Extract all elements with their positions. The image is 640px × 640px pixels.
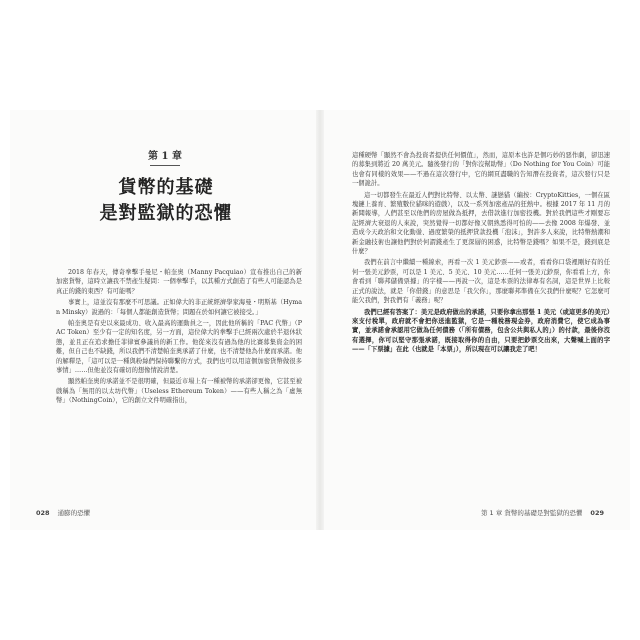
right-footer [481,508,610,517]
chapter-title [96,175,236,227]
right-page-number: 029 [590,509,604,517]
paragraph: 事實上，這並沒有那麼不可思議。正如偉大的非正統經濟學家海曼・明斯基（Hyman Minsky）說過的：「每個人都能創造貨幣；問題在於如何讓它被接受。」 [56,299,302,316]
left-footer [30,508,90,517]
left-page-number: 028 [36,509,50,517]
paragraph: 我們在前言中繼續一種線索，再看一次 1 美元鈔票——或者，看看你口袋裡剛好有的任何一張美元鈔票，可以是 1 美元、5 美元、10 美元……任何一張美元鈔票，你看看上方，你會看到「聯邦儲備票據」的字樣——再說一次，這是本票的法律專有名詞，這是世界上比較正式的說法，就是「你借錢」的意思是「我欠你」，那麼聯邦準備在欠我們什麼呢？它怎麼可能欠我們，對我們有「義務」呢？ [352,259,610,305]
chapter-title-line-1: 貨幣的基礎 [118,177,214,198]
chapter-number: 第 1 章 [148,151,182,162]
chapter-rule [150,165,180,166]
book-gutter [316,110,324,530]
left-running-title: 通膨的恐懼 [57,509,91,517]
right-running-title: 貨幣的基礎是對監獄的恐懼 [504,509,583,517]
right-running-chapter: 第 1 章 [480,509,503,517]
right-page-body [352,151,610,357]
chapter-title-line-2: 是對監獄的恐懼 [99,203,233,224]
paragraph: 2018 年春天，傳奇拳擊手曼尼・帕奎奧（Manny Pacquiao）宣布推出自己的新加密貨幣，這時立讓我不禁產生疑問：一個拳擊手，以其種方式創造了有些人可能認為是真正的錢的東西？有可能嗎？ [56,269,302,295]
paragraph: 這種硬幣「顯然不會為投資者提供任何價值」，然而，這原本也許是個巧妙的惡作劇，卻迅速的募集到將近 20 萬美元。隨後發行的「對你沒幫助幣」（Do Nothing for You Coin）可能也會有同樣的效果——不過在這次發行中，它的網頁盡職的告知潛在投資者，這次發行只是一個詭計。 [352,152,610,188]
paragraph-emphasis: 我們已經有答案了：美元是政府做出的承諾，只要你拿出那張 1 美元（或這更多的美元）來支付稅單，政府就不會把你送進監獄，它是一種稅務現金券，政府消費它，使它成為事實，並承諾會承認用它做為任何債務（「所有債務，包含公共與私人的」）的付款，最後你沒有選擇，你可以堅守那張承諾，既接取得你的自由，只要把鈔票交出來，大聲喊上面的字——「下票據」在此（也就是「本票」），所以現在可以讓我走了吧！ [352,308,610,354]
paragraph: 帕奎奧是有史以來最成功、收入最高的運動員之一，因此他所稱的「PAC 代幣」（PAC Token）至少有一定的知名度，另一方面，這位偉大的拳擊手已經兩次處於半退休狀態，並且正在追求擔任菲律賓參議員的新工作。他從來沒有過為他的比賽募集資金的困難，但自己也不缺錢，所以我們不清楚帕奎奧承諾了什麼，也不清楚他為什麼而承諾。他的解釋是，「這可以是一種與粉絲們保持聯繫的方式，我們也可以用這個加密貨幣做很多事情」……但他並沒有確切的想像情說清楚。 [56,320,302,375]
left-page-body [56,268,302,408]
paragraph: 顯然帕奎奧的承諾並不是很明確，但最近市場上有一種被幣的承諾卻更像，它甚至被戲稱為「無用的以太坊代幣」（Useless Ethereum Token）——有些人稱之為「虛無幣」（NothingCoin），它的創立文件明確指出， [56,378,302,405]
paragraph: 這一切都發生在最近人們對比特幣、以太幣、謎戀貓（編按：CryptoKitties，一個在區塊鏈上養育、繁殖數位貓咪的遊戲），以及一系列加密產品的狂熱中。根據 2017 年 11 月的新聞報導，人們甚至以他們的房屋做為抵押，去借款進行加密投機。對於我們這些才剛要忘記經濟大衰退的人來說，突然覺得一切都好像又朝熟悉得可怕的——去像 2008 年爆發、並造成今天政治和文化動盪、過度繁榮的抵押貸款投機「泡沫」，對許多人來說，比特幣熱潮和新金融技術也讓他們對於何謂錢產生了更深層的困惑，比特幣是錢嗎？如果不是，錢到底是什麼？ [352,191,610,256]
